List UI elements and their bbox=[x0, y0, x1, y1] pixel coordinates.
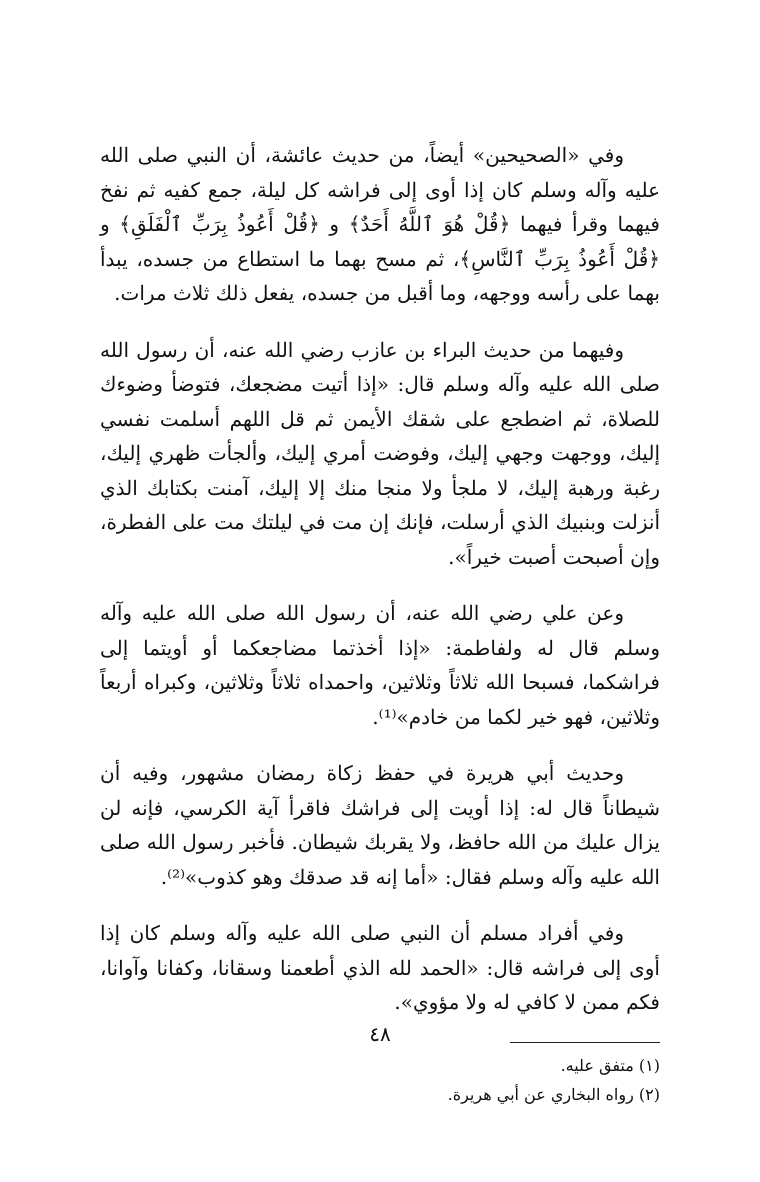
paragraph-3: وعن علي رضي الله عنه، أن رسول الله صلى الله عليه وآله وسلم قال له ولفاطمة: «إذا أخذتما مضاجعكما أو أويتما إلى فراشكما، فسبحا الله ثلاثاً وثلاثين، واحمداه ثلاثاً وثلاثين، وكبراه أربعاً وثلاثين، فهو خير لكما من خادم»⁽¹⁾. bbox=[100, 601, 660, 729]
footnote-1: (١) متفق عليه. bbox=[560, 1055, 660, 1075]
page-number: ٤٨ bbox=[369, 1022, 391, 1046]
paragraph-1: وفي «الصحيحين» أيضاً، من حديث عائشة، أن النبي صلى الله عليه وآله وسلم كان إذا أوى إلى فراشه كل ليلة، جمع كفيه ثم نفخ فيهما وقرأ فيهما ﴿قُلْ هُوَ ٱللَّهُ أَحَدٌ﴾ و ﴿قُلْ أَعُوذُ بِرَبِّ ٱلْفَلَقِ﴾ و ﴿قُلْ أَعُوذُ بِرَبِّ ٱلنَّاسِ﴾، ثم مسح بهما ما استطاع من جسده، يبدأ بهما على رأسه ووجهه، وما أقبل من جسده، يفعل ذلك ثلاث مرات. bbox=[100, 143, 661, 305]
paragraph-5: وفي أفراد مسلم أن النبي صلى الله عليه وآله وسلم كان إذا أوى إلى فراشه قال: «الحمد لله الذي أطعمنا وسقانا، وكفانا وآوانا، فكم ممن لا كافي له ولا مؤوي». bbox=[100, 921, 660, 1014]
page-body bbox=[100, 138, 660, 1109]
paragraph-4: وحديث أبي هريرة في حفظ زكاة رمضان مشهور، وفيه أن شيطاناً قال له: إذا أويت إلى فراشك فاقرأ آية الكرسي، فإنه لن يزال عليك من الله حافظ، ولا يقربك شيطان. فأخبر رسول الله صلى الله عليه وآله وسلم فقال: «أما إنه قد صدقك وهو كذوب»⁽²⁾. bbox=[100, 761, 660, 889]
footnote-2: (٢) رواه البخاري عن أبي هريرة. bbox=[447, 1084, 660, 1104]
paragraph-2: وفيهما من حديث البراء بن عازب رضي الله عنه، أن رسول الله صلى الله عليه وآله وسلم قال: «إذا أتيت مضجعك، فتوضأ وضوءك للصلاة، ثم اضطجع على شقك الأيمن ثم قل اللهم أسلمت نفسي إليك، ووجهت وجهي إليك، وفوضت أمري إليك، وألجأت ظهري إليك، رغبة ورهبة إليك، لا ملجأ ولا منجا منك إلا إليك، آمنت بكتابك الذي أنزلت وبنبيك الذي أرسلت، فإنك إن مت في ليلتك مت على الفطرة، وإن أصبحت أصبت خيراً». bbox=[100, 337, 660, 569]
